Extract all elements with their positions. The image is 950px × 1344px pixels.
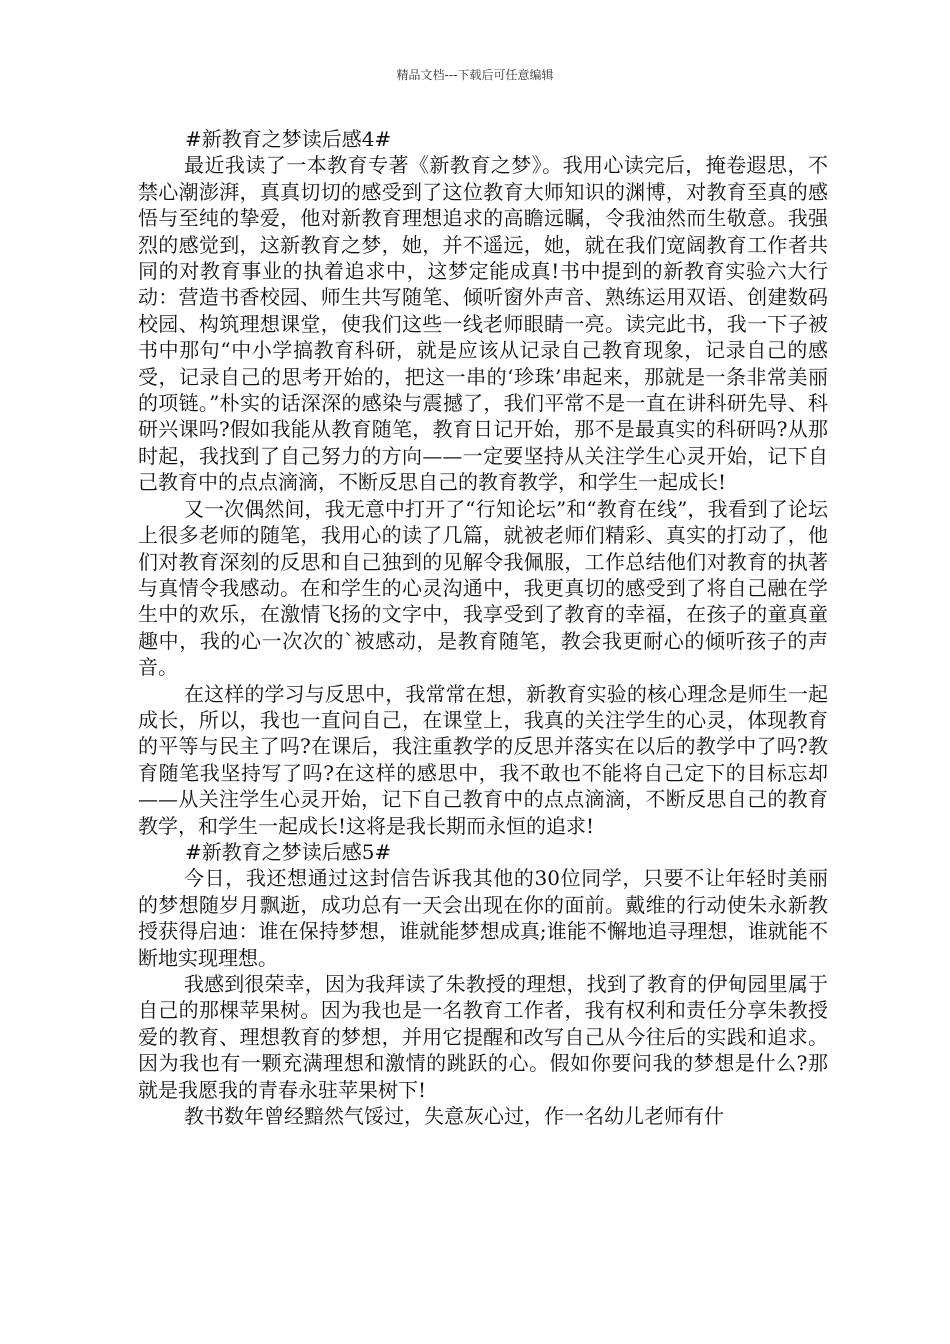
- section-heading: #新教育之梦读后感4#: [185, 127, 392, 151]
- paragraph: 我感到很荣幸，因为我拜读了朱教授的理想，找到了教育的伊甸园里属于自己的那棵苹果树。因为我也是一名教育工作者，我有权利和责任分享朱教授爱的教育、理想教育的梦想，并用它提醒和改写自己从今往后的实践和追求。因为我也有一颗充满理想和激情的跳跃的心。假如你要问我的梦想是什么?那就是我愿我的青春永驻苹果树下!: [138, 972, 828, 1102]
- document-body: [138, 126, 828, 1129]
- paragraph: 又一次偶然间，我无意中打开了“行知论坛”和“教育在线”，我看到了论坛上很多老师的随笔，我用心的读了几篇，就被老师们精彩、真实的打动了，他们对教育深刻的反思和自己独到的见解令我佩服，工作总结他们对教育的执著与真情令我感动。在和学生的心灵沟通中，我更真切的感受到了将自己融在学生中的欢乐，在激情飞扬的文字中，我享受到了教育的幸福，在孩子的童真童趣中，我的心一次次的`被感动，是教育随笔，教会我更耐心的倾听孩子的声音。: [138, 496, 828, 680]
- paragraph: 今日，我还想通过这封信告诉我其他的30位同学，只要不让年轻时美丽的梦想随岁月飘逝，成功总有一天会出现在你的面前。戴维的行动使朱永新教授获得启迪：谁在保持梦想，谁就能梦想成真;谁能不懈地追寻理想，谁就能不断地实现理想。: [138, 866, 828, 970]
- paragraph: 最近我读了一本教育专著《新教育之梦》。我用心读完后，掩卷遐思，不禁心潮澎湃，真真切切的感受到了这位教育大师知识的渊博，对教育至真的感悟与至纯的挚爱，他对新教育理想追求的高瞻远瞩，令我油然而生敬意。我强烈的感觉到，这新教育之梦，她，并不遥远，她，就在我们宽阔教育工作者共同的对教育事业的执着追求中，这梦定能成真!书中提到的新教育实验六大行动：营造书香校园、师生共写随笔、倾听窗外声音、熟练运用双语、创建数码校园、构筑理想课堂，使我们这些一线老师眼睛一亮。读完此书，我一下子被书中那句“中小学搞教育科研，就是应该从记录自己教育现象，记录自己的感受，记录自己的思考开始的，把这一串的‘珍珠’串起来，那就是一条非常美丽的项链。”朴实的话深深的感染与震撼了，我们平常不是一直在讲科研先导、科研兴课吗?假如我能从教育随笔，教育日记开始，那不是最真实的科研吗?从那时起，我找到了自己努力的方向——一定要坚持从关注学生心灵开始，记下自己教育中的点点滴滴，不断反思自己的教育教学，和学生一起成长!: [138, 153, 828, 495]
- section-heading: #新教育之梦读后感5#: [185, 839, 392, 864]
- paragraph: 在这样的学习与反思中，我常常在想，新教育实验的核心理念是师生一起成长，所以，我也一直问自己，在课堂上，我真的关注学生的心灵，体现教育的平等与民主了吗?在课后，我注重教学的反思并落实在以后的教学中了吗?教育随笔我坚持写了吗?在这样的感思中，我不敢也不能将自己定下的目标忘却——从关注学生心灵开始，记下自己教育中的点点滴滴，不断反思自己的教育教学，和学生一起成长!这将是我长期而永恒的追求!: [138, 681, 828, 838]
- page-header: 精品文档---下载后可任意编辑: [396, 68, 554, 82]
- paragraph: 教书数年曾经黯然气馁过，失意灰心过，作一名幼儿老师有什: [184, 1104, 724, 1129]
